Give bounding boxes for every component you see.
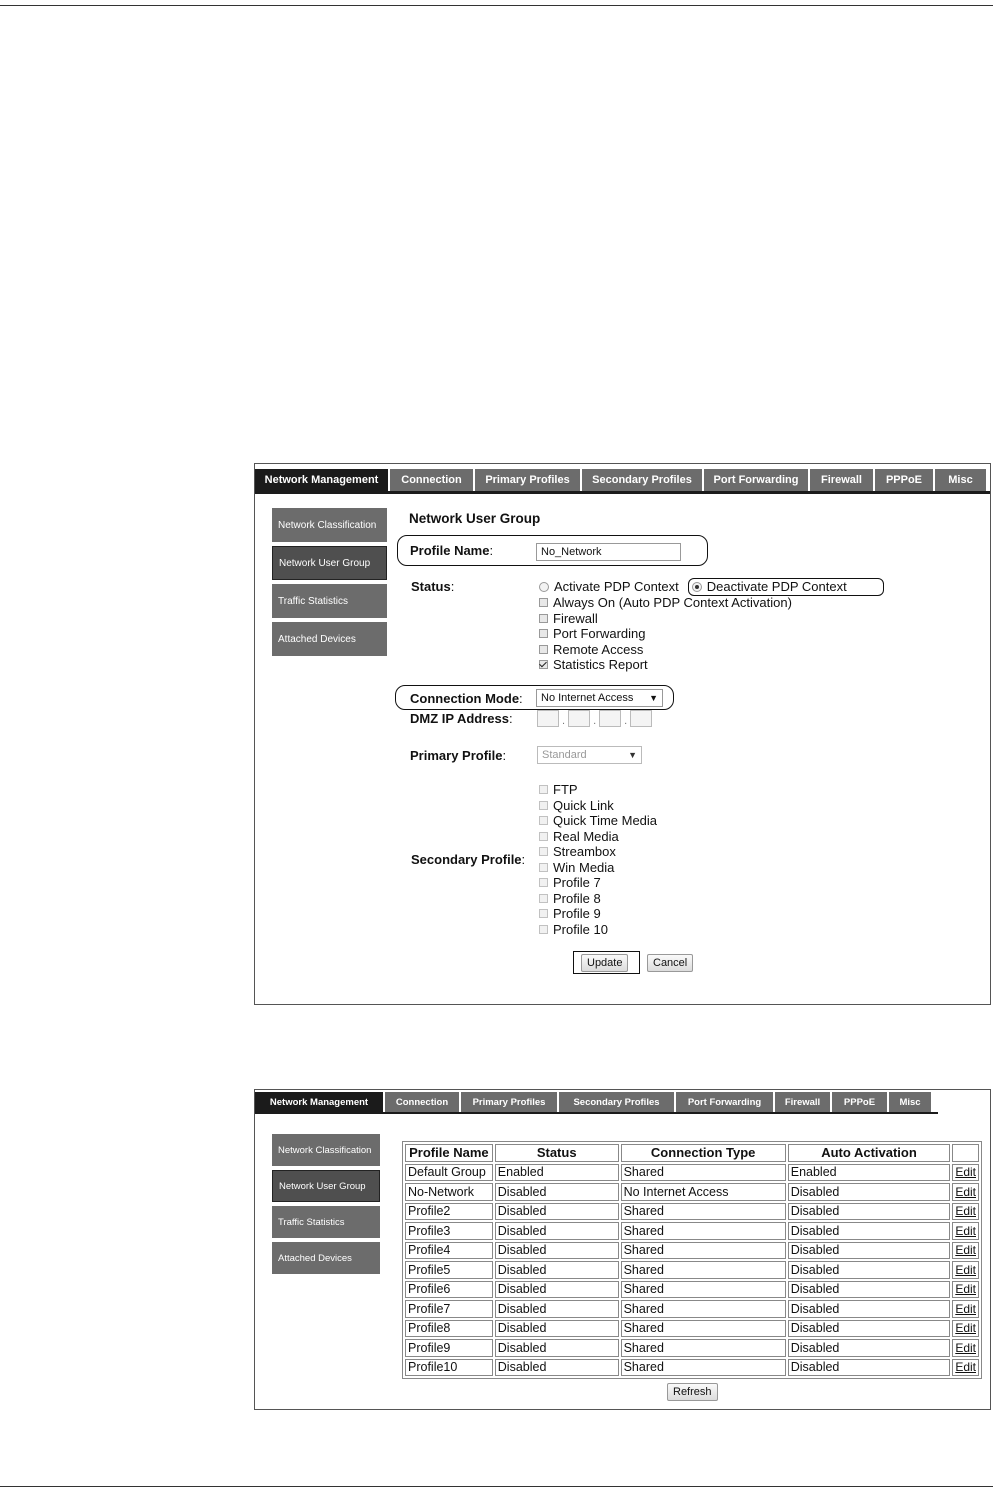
edit-link[interactable]: Edit [952, 1242, 979, 1260]
table-cell: Shared [621, 1242, 786, 1260]
table-cell: Disabled [495, 1183, 619, 1201]
table-cell: Disabled [788, 1300, 951, 1318]
firewall-label: Firewall [553, 610, 598, 626]
tab-connection[interactable]: Connection [385, 1092, 461, 1112]
table-cell: Disabled [495, 1261, 619, 1279]
tab-primary-profiles[interactable]: Primary Profiles [461, 1092, 559, 1112]
edit-link[interactable]: Edit [952, 1222, 979, 1240]
table-row [405, 1242, 979, 1260]
table-cell: Profile8 [405, 1320, 493, 1338]
sidebar [272, 508, 387, 660]
tab-firewall[interactable]: Firewall [810, 469, 875, 491]
table-row [405, 1164, 979, 1182]
secondary-profile-label: Win Media [553, 859, 615, 875]
cancel-button[interactable]: Cancel [647, 954, 693, 972]
tab-misc[interactable]: Misc [889, 1092, 931, 1112]
secondary-profile-checkbox[interactable] [539, 925, 548, 934]
table-cell: Enabled [788, 1164, 951, 1182]
tab-bar [255, 464, 990, 494]
table-cell: Disabled [495, 1281, 619, 1299]
column-header-edit [952, 1144, 979, 1162]
tab-connection[interactable]: Connection [390, 469, 475, 491]
secondary-profile-option[interactable] [539, 875, 657, 891]
table-cell: Disabled [495, 1203, 619, 1221]
table-row [405, 1320, 979, 1338]
dmz-ip-label: DMZ IP Address: [410, 711, 513, 726]
secondary-profile-checkbox[interactable] [539, 909, 548, 918]
secondary-profile-label: Profile 8 [553, 890, 601, 906]
update-button[interactable]: Update [581, 954, 628, 972]
primary-profile-value: Standard [542, 749, 587, 761]
table-cell: Shared [621, 1339, 786, 1357]
user-group-table [402, 1141, 982, 1379]
secondary-profile-option[interactable] [539, 844, 657, 860]
table-cell: Shared [621, 1281, 786, 1299]
secondary-profile-label: FTP [553, 782, 578, 798]
secondary-profile-option[interactable] [539, 891, 657, 907]
sidebar-item-network-user-group[interactable]: Network User Group [272, 1170, 380, 1202]
status-label: Status: [411, 579, 455, 594]
secondary-profile-option[interactable] [539, 782, 657, 798]
table-cell: Default Group [405, 1164, 493, 1182]
tab-firewall[interactable]: Firewall [775, 1092, 832, 1112]
table-cell: Shared [621, 1164, 786, 1182]
table-cell: Profile10 [405, 1359, 493, 1377]
table-cell: Profile3 [405, 1222, 493, 1240]
edit-link[interactable]: Edit [952, 1359, 979, 1377]
primary-profile-select[interactable] [537, 746, 642, 764]
profile-name-label: Profile Name: [410, 543, 494, 558]
page-top-rule [0, 5, 993, 6]
table-cell: Shared [621, 1222, 786, 1240]
edit-link[interactable]: Edit [952, 1164, 979, 1182]
table-cell: Disabled [788, 1281, 951, 1299]
deactivate-radio[interactable] [692, 582, 702, 592]
port-forwarding-checkbox[interactable] [539, 629, 548, 638]
tab-secondary-profiles[interactable]: Secondary Profiles [559, 1092, 676, 1112]
dropdown-arrow-icon: ▼ [649, 693, 658, 703]
column-header-auto-activation: Auto Activation [788, 1144, 951, 1162]
edit-link[interactable]: Edit [952, 1183, 979, 1201]
primary-profile-label: Primary Profile: [410, 748, 507, 763]
table-cell: Disabled [788, 1203, 951, 1221]
table-cell: No-Network [405, 1183, 493, 1201]
dropdown-arrow-icon: ▼ [628, 750, 637, 760]
statistics-report-option[interactable] [539, 657, 792, 673]
table-cell: Disabled [788, 1339, 951, 1357]
sidebar-item-attached-devices[interactable]: Attached Devices [272, 622, 387, 656]
table-row [405, 1359, 979, 1377]
remote-access-checkbox[interactable] [539, 645, 548, 654]
table-cell: Disabled [495, 1300, 619, 1318]
activate-label: Activate PDP Context [554, 579, 679, 595]
table-row [405, 1261, 979, 1279]
dmz-octet-3-input[interactable] [599, 710, 621, 727]
secondary-profile-checkbox[interactable] [539, 863, 548, 872]
table-cell: Disabled [495, 1320, 619, 1338]
sidebar-item-attached-devices[interactable]: Attached Devices [272, 1242, 380, 1274]
table-cell: Profile9 [405, 1339, 493, 1357]
remote-access-option[interactable] [539, 642, 792, 658]
tab-bar [255, 1090, 990, 1112]
table-cell: Profile7 [405, 1300, 493, 1318]
table-row [405, 1222, 979, 1240]
remote-access-label: Remote Access [553, 641, 644, 657]
status-options-row1 [539, 579, 847, 595]
secondary-profile-label: Secondary Profile: [411, 852, 526, 867]
edit-link[interactable]: Edit [952, 1281, 979, 1299]
tab-primary-profiles[interactable]: Primary Profiles [475, 469, 582, 491]
table-cell: Disabled [788, 1359, 951, 1377]
secondary-profile-checkbox[interactable] [539, 894, 548, 903]
connection-mode-select[interactable] [536, 689, 663, 707]
secondary-profile-option[interactable] [539, 906, 657, 922]
secondary-profile-label: Quick Link [553, 797, 614, 813]
firewall-option[interactable] [539, 611, 792, 627]
tab-network-management[interactable]: Network Management [255, 1092, 385, 1112]
edit-link[interactable]: Edit [952, 1300, 979, 1318]
firewall-checkbox[interactable] [539, 614, 548, 623]
table-row [405, 1300, 979, 1318]
table-header-row [405, 1144, 979, 1162]
column-header-status: Status [495, 1144, 619, 1162]
sidebar-item-network-classification[interactable]: Network Classification [272, 508, 387, 542]
sidebar-item-traffic-statistics[interactable]: Traffic Statistics [272, 584, 387, 618]
secondary-profile-checkbox[interactable] [539, 801, 548, 810]
table-row [405, 1203, 979, 1221]
table-cell: Shared [621, 1261, 786, 1279]
sidebar-item-network-classification[interactable]: Network Classification [272, 1134, 380, 1166]
dmz-octet-2-input[interactable] [568, 710, 590, 727]
secondary-profile-checkbox[interactable] [539, 785, 548, 794]
table-cell: Shared [621, 1203, 786, 1221]
table-cell: Enabled [495, 1164, 619, 1182]
secondary-profile-checkbox[interactable] [539, 847, 548, 856]
always-on-option[interactable] [539, 595, 792, 611]
table-cell: Disabled [495, 1339, 619, 1357]
tab-pppoe[interactable]: PPPoE [875, 469, 935, 491]
always-on-checkbox[interactable] [539, 598, 548, 607]
table-cell: Shared [621, 1300, 786, 1318]
table-cell: Disabled [495, 1359, 619, 1377]
page-bottom-rule [0, 1486, 993, 1487]
always-on-label: Always On (Auto PDP Context Activation) [553, 595, 792, 611]
table-cell: Shared [621, 1359, 786, 1377]
profile-name-input[interactable]: No_Network [536, 543, 681, 561]
edit-link[interactable]: Edit [952, 1203, 979, 1221]
table-cell: Profile4 [405, 1242, 493, 1260]
table-cell: Disabled [788, 1320, 951, 1338]
secondary-profile-label: Real Media [553, 828, 619, 844]
secondary-profile-label: Profile 10 [553, 921, 608, 937]
secondary-profile-list [539, 782, 657, 937]
tab-underline [255, 1112, 938, 1114]
secondary-profile-option[interactable] [539, 860, 657, 876]
statistics-report-checkbox[interactable] [539, 660, 548, 669]
edit-link[interactable]: Edit [952, 1261, 979, 1279]
secondary-profile-option[interactable] [539, 813, 657, 829]
form-heading: Network User Group [409, 511, 541, 526]
refresh-button[interactable]: Refresh [667, 1383, 718, 1401]
table-cell: Disabled [788, 1242, 951, 1260]
connection-mode-value: No Internet Access [541, 692, 634, 704]
edit-link[interactable]: Edit [952, 1320, 979, 1338]
edit-group-screenshot [254, 463, 991, 1005]
dmz-ip-inputs: . . . [537, 710, 652, 727]
secondary-profile-option[interactable] [539, 829, 657, 845]
table-row [405, 1183, 979, 1201]
secondary-profile-label: Quick Time Media [553, 813, 658, 829]
secondary-profile-label: Streambox [553, 844, 616, 860]
port-forwarding-label: Port Forwarding [553, 626, 646, 642]
group-list-screenshot [254, 1089, 991, 1410]
edit-link[interactable]: Edit [952, 1339, 979, 1357]
statistics-report-label: Statistics Report [553, 657, 648, 673]
sidebar [272, 1134, 380, 1278]
deactivate-label: Deactivate PDP Context [706, 579, 847, 595]
activate-radio[interactable] [539, 582, 549, 592]
tab-secondary-profiles[interactable]: Secondary Profiles [582, 469, 704, 491]
sidebar-item-traffic-statistics[interactable]: Traffic Statistics [272, 1206, 380, 1238]
tab-port-forwarding[interactable]: Port Forwarding [676, 1092, 775, 1112]
secondary-profile-checkbox[interactable] [539, 832, 548, 841]
secondary-profile-label: Profile 9 [553, 906, 601, 922]
table-cell: Disabled [788, 1261, 951, 1279]
tab-pppoe[interactable]: PPPoE [832, 1092, 889, 1112]
table-body [405, 1164, 979, 1377]
secondary-profile-checkbox[interactable] [539, 816, 548, 825]
table-row [405, 1281, 979, 1299]
secondary-profile-option[interactable] [539, 922, 657, 938]
secondary-profile-checkbox[interactable] [539, 878, 548, 887]
table-cell: Profile2 [405, 1203, 493, 1221]
sidebar-item-network-user-group[interactable]: Network User Group [272, 546, 387, 580]
port-forwarding-option[interactable] [539, 626, 792, 642]
table-cell: Disabled [788, 1222, 951, 1240]
connection-mode-label: Connection Mode: [410, 691, 523, 706]
status-checkbox-list [539, 595, 792, 673]
table-cell: Disabled [788, 1183, 951, 1201]
table-cell: Shared [621, 1320, 786, 1338]
tab-port-forwarding[interactable]: Port Forwarding [704, 469, 810, 491]
tab-network-management[interactable]: Network Management [255, 469, 390, 491]
column-header-profile-name: Profile Name [405, 1144, 493, 1162]
table-row [405, 1339, 979, 1357]
table-cell: Profile6 [405, 1281, 493, 1299]
tab-misc[interactable]: Misc [935, 469, 986, 491]
table-cell: Disabled [495, 1242, 619, 1260]
table-cell: No Internet Access [621, 1183, 786, 1201]
table-cell: Profile5 [405, 1261, 493, 1279]
secondary-profile-option[interactable] [539, 798, 657, 814]
table-cell: Disabled [495, 1222, 619, 1240]
dmz-octet-1-input[interactable] [537, 710, 559, 727]
column-header-connection-type: Connection Type [621, 1144, 786, 1162]
secondary-profile-label: Profile 7 [553, 875, 601, 891]
dmz-octet-4-input[interactable] [630, 710, 652, 727]
